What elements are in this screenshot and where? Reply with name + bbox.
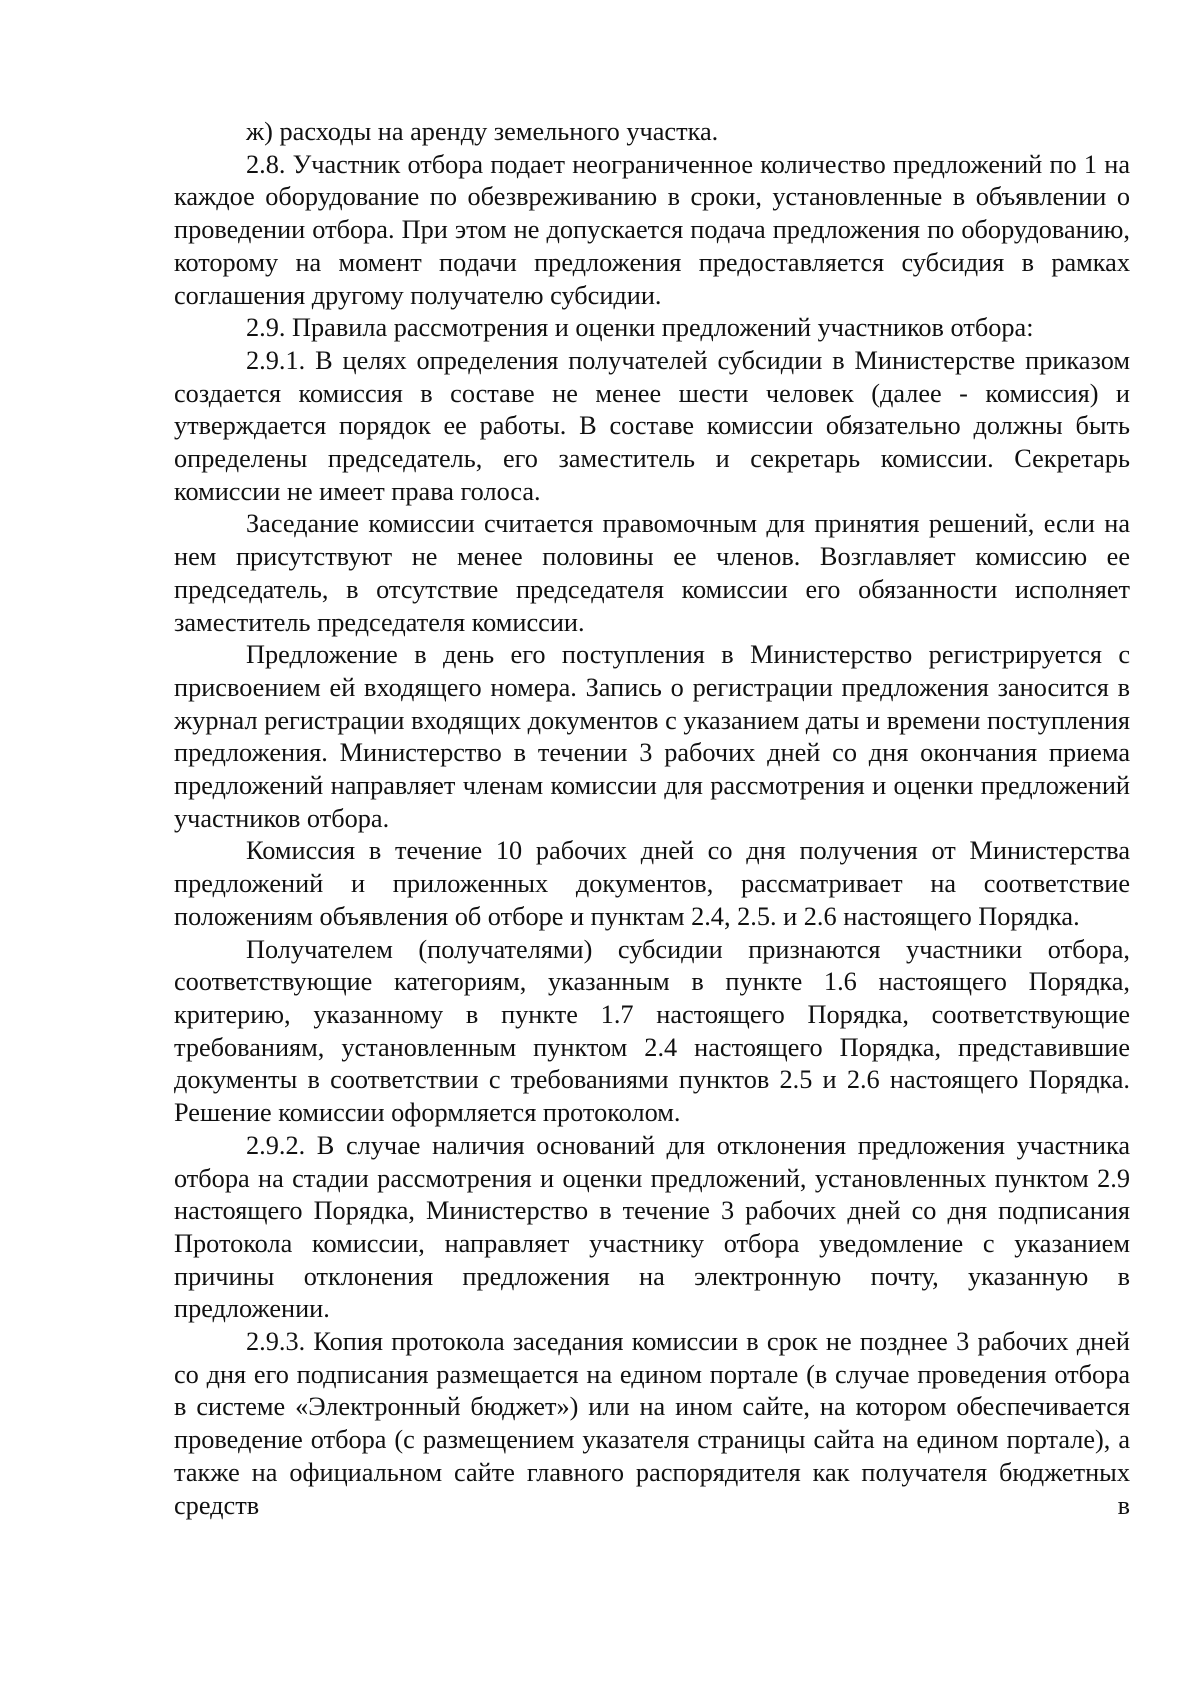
document-page	[174, 116, 1130, 1522]
paragraph-2-8: 2.8. Участник отбора подает неограниченное количество предложений по 1 на каждое оборудование по обезвреживанию в сроки, установленные в объявлении о проведении отбора. При этом не допускается подача предложения по оборудованию, которому на момент подачи предложения предоставляется субсидия в рамках соглашения другому получателю субсидии.	[174, 149, 1130, 310]
paragraph-proposal-registration: Предложение в день его поступления в Министерство регистрируется с присвоением ей входящего номера. Запись о регистрации предложения заносится в журнал регистрации входящих документов с указанием даты и времени поступления предложения. Министерство в течении 3 рабочих дней со дня окончания приема предложений направляет членам комиссии для рассмотрения и оценки предложений участников отбора.	[174, 640, 1130, 833]
paragraph-2-9-1: 2.9.1. В целях определения получателей субсидии в Министерстве приказом создается комиссия в составе не менее шести человек (далее - комиссия) и утверждается порядок ее работы. В составе комиссии обязательно должны быть определены председатель, его заместитель и секретарь комиссии. Секретарь комиссии не имеет права голоса.	[174, 345, 1130, 506]
paragraph-2-9-2: 2.9.2. В случае наличия оснований для отклонения предложения участника отбора на стадии рассмотрения и оценки предложений, установленных пунктом 2.9 настоящего Порядка, Министерство в течение 3 рабочих дней со дня подписания Протокола комиссии, направляет участнику отбора уведомление с указанием причины отклонения предложения на электронную почту, указанную в предложении.	[174, 1130, 1130, 1324]
paragraph-commission-review: Комиссия в течение 10 рабочих дней со дня получения от Министерства предложений и приложенных документов, рассматривает на соответствие положениям объявления об отборе и пунктам 2.4, 2.5. и 2.6 настоящего Порядка.	[174, 836, 1130, 931]
paragraph-2-9-3: 2.9.3. Копия протокола заседания комиссии в срок не позднее 3 рабочих дней со дня его подписания размещается на едином портале (в случае проведения отбора в системе «Электронный бюджет») или на ином сайте, на котором обеспечивается проведение отбора (с размещением указателя страницы сайта на едином портале), а также на официальном сайте главного распорядителя как получателя бюджетных средств в	[174, 1327, 1130, 1520]
paragraph-expense-item-zh: ж) расходы на аренду земельного участка.	[246, 117, 719, 146]
paragraph-commission-quorum: Заседание комиссии считается правомочным для принятия решений, если на нем присутствуют не менее половины ее членов. Возглавляет комиссию ее председатель, в отсутствие председателя комиссии его обязанности исполняет заместитель председателя комиссии.	[174, 509, 1130, 637]
paragraph-2-9: 2.9. Правила рассмотрения и оценки предложений участников отбора:	[246, 313, 1034, 343]
paragraph-subsidy-recipients: Получателем (получателями) субсидии признаются участники отбора, соответствующие категориям, указанным в пункте 1.6 настоящего Порядка, критерию, указанному в пункте 1.7 настоящего Порядка, соответствующие требованиям, установленным пунктом 2.4 настоящего Порядка, представившие документы в соответствии с требованиями пунктов 2.5 и 2.6 настоящего Порядка. Решение комиссии оформляется протоколом.	[174, 934, 1130, 1128]
